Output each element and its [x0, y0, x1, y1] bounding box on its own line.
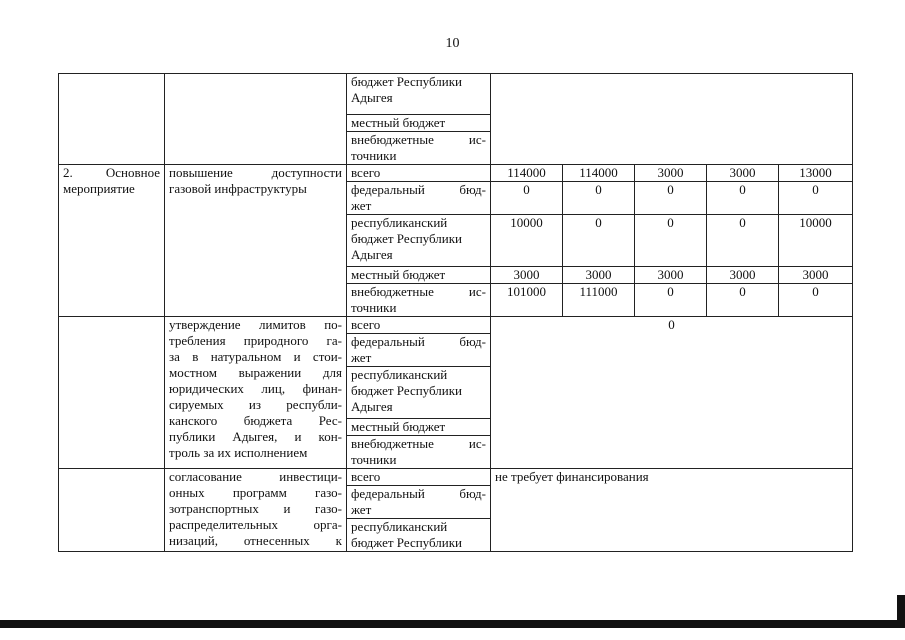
source-cell-total: всего	[347, 317, 491, 334]
merged-value-cell: не требует финансирования	[491, 469, 853, 552]
value-cell: 114000	[563, 165, 635, 182]
source-cell-republic: республиканский бюджет Республики	[347, 519, 491, 552]
value-cell: 0	[707, 182, 779, 215]
table-row	[59, 74, 853, 115]
value-cell: 3000	[563, 267, 635, 284]
value-cell: 3000	[779, 267, 853, 284]
value-cell: 3000	[635, 267, 707, 284]
value-cell: 3000	[707, 267, 779, 284]
value-cell: 0	[707, 284, 779, 317]
source-cell-local: местный бюджет	[347, 267, 491, 284]
value-cell: 10000	[491, 215, 563, 267]
event-name-cell: повышение доступности газовой инфраструктуры	[165, 165, 347, 317]
value-cell: 3000	[635, 165, 707, 182]
source-cell-extrabudget: внебюджетные ис- точники	[347, 436, 491, 469]
event-name-cell: утверждение лимитов по- требления природного га- за в натуральном и стои- мостном выражении для юридических лиц, финан- сируемых из республи- канского бюджета Рес- публики Адыгея, и кон- троль за их исполнением	[165, 317, 347, 469]
value-cell: 0	[635, 215, 707, 267]
source-cell-total: всего	[347, 165, 491, 182]
event-type-cell	[59, 469, 165, 552]
source-cell-federal: федеральный бюд- жет	[347, 182, 491, 215]
source-cell-local: местный бюджет	[347, 419, 491, 436]
table-row	[59, 469, 853, 486]
value-cell: 101000	[491, 284, 563, 317]
value-cell: 0	[635, 182, 707, 215]
value-cell: 3000	[491, 267, 563, 284]
merged-value-cell: 0	[491, 317, 853, 469]
value-cell: 0	[779, 182, 853, 215]
value-cell: 0	[707, 215, 779, 267]
event-name-cell	[165, 74, 347, 165]
source-cell-federal: федеральный бюд- жет	[347, 486, 491, 519]
value-cell: 0	[635, 284, 707, 317]
value-cell: 13000	[779, 165, 853, 182]
event-type-cell	[59, 74, 165, 165]
page-number: 10	[445, 36, 460, 51]
value-cell: 111000	[563, 284, 635, 317]
value-cell: 10000	[779, 215, 853, 267]
event-type-cell	[59, 317, 165, 469]
scan-edge-shadow	[897, 595, 905, 628]
value-cell: 3000	[707, 165, 779, 182]
event-type-cell: 2. Основное мероприятие	[59, 165, 165, 317]
scan-edge-bar	[0, 620, 905, 628]
value-cell: 0	[563, 182, 635, 215]
merged-value-cell	[491, 74, 853, 165]
source-cell-republic: бюджет Республики Адыгея	[347, 74, 491, 115]
value-cell: 114000	[491, 165, 563, 182]
source-cell-local: местный бюджет	[347, 115, 491, 132]
value-cell: 0	[491, 182, 563, 215]
table-row	[59, 165, 853, 182]
event-name-cell: согласование инвестици- онных программ газо- зотранспортных и газо- распределительных орга- низаций, отнесенных к	[165, 469, 347, 552]
source-cell-republic: республиканский бюджет Республики Адыгея	[347, 367, 491, 419]
value-cell: 0	[563, 215, 635, 267]
value-cell: 0	[779, 284, 853, 317]
source-cell-extrabudget: внебюджетные ис- точники	[347, 132, 491, 165]
source-cell-federal: федеральный бюд- жет	[347, 334, 491, 367]
source-cell-republic: республиканский бюджет Республики Адыгея	[347, 215, 491, 267]
funding-table	[58, 73, 853, 552]
source-cell-total: всего	[347, 469, 491, 486]
table-row	[59, 317, 853, 334]
source-cell-extrabudget: внебюджетные ис- точники	[347, 284, 491, 317]
